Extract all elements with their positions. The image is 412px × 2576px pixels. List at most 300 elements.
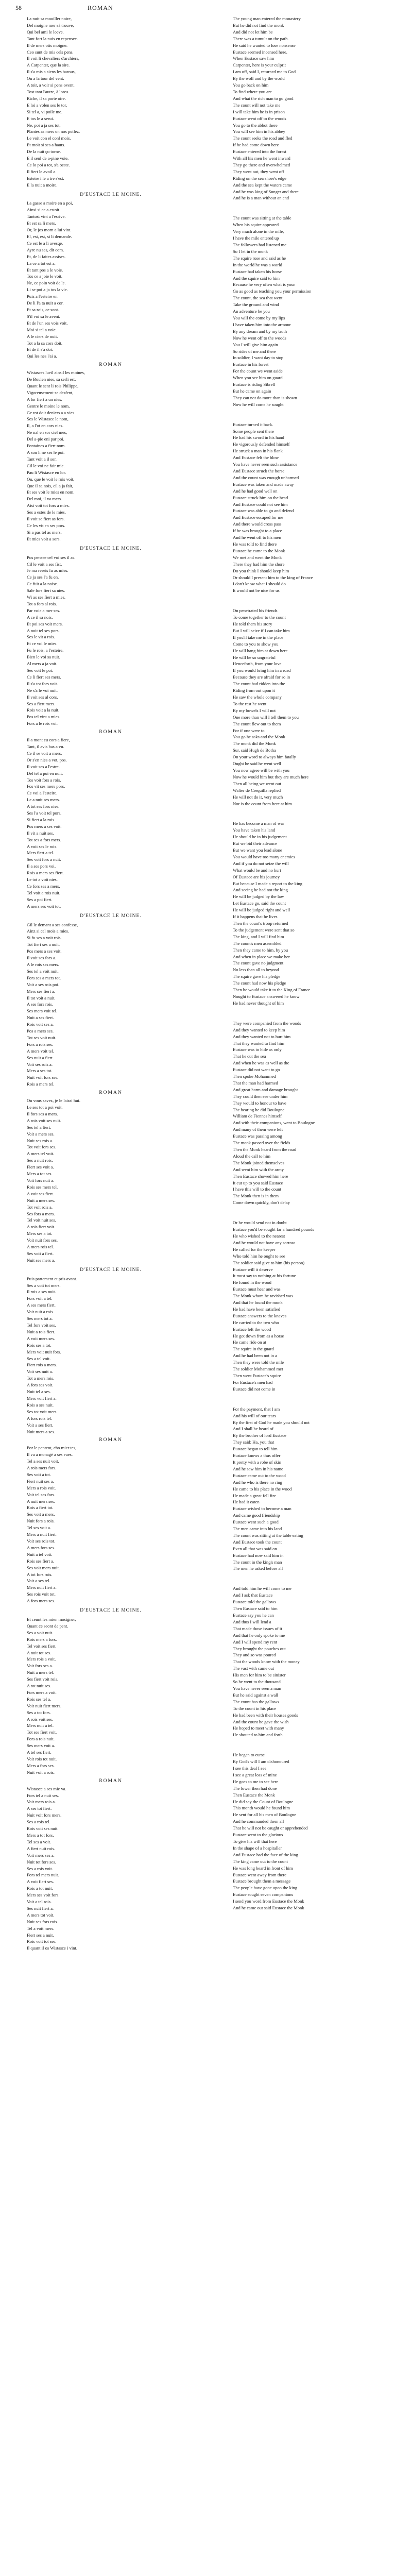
- verse-line: [15, 896, 206, 903]
- verse-text: Il a ses pors voi.: [27, 863, 56, 869]
- translation-line: And I ask that Eustace: [233, 1592, 273, 1598]
- verse-text: Tot ses fiert voit.: [27, 1730, 57, 1735]
- verse-line: [15, 1689, 206, 1696]
- translation-line: With all his men he went inward: [233, 156, 290, 161]
- translation-line: Then the Monk heard from the road: [233, 1147, 297, 1152]
- verse-line: [15, 1729, 206, 1736]
- verse-text: Mers nuit fiert a.: [27, 1585, 57, 1590]
- verse-text: Cil le voit a ses fist.: [27, 561, 62, 567]
- verse-line: [15, 267, 206, 274]
- verse-line: [15, 1021, 206, 1028]
- translation-line: He has become a man of war: [233, 821, 284, 826]
- translation-line: And Eustace struck the horse: [233, 468, 285, 473]
- verse-text: Tant, il avis bas a vu.: [27, 743, 64, 749]
- verse-text: Nuit a rois fiert.: [27, 1329, 55, 1334]
- translation-line: The count will not take me: [233, 102, 281, 108]
- verse-line: [15, 443, 206, 449]
- translation-line: Because they are afraid for so in: [233, 674, 290, 680]
- translation-line: And great harm and damage brought: [233, 1087, 298, 1092]
- verse-text: Voit a tel rois.: [27, 1899, 52, 1905]
- verse-text: Ses a tel voit.: [27, 1355, 51, 1361]
- translation-line: They were companied from the woods: [233, 1020, 301, 1026]
- verse-line: [15, 327, 206, 333]
- verse-line: [15, 1067, 206, 1074]
- verse-line: [15, 36, 206, 42]
- translation-line: The count in the king's man: [233, 1559, 282, 1565]
- translation-line: He did say the Count of Boulogne: [233, 1799, 294, 1804]
- verse-text: Tot ses a fors mers.: [27, 837, 61, 842]
- verse-line: [15, 489, 206, 496]
- verse-line: [15, 1276, 206, 1282]
- translation-line: He vigorously defended himself: [233, 442, 290, 447]
- translation-line: He will hang him at down here: [233, 648, 288, 653]
- verse-line: [15, 182, 206, 189]
- translation-line: You go to the abbot there: [233, 122, 278, 128]
- translation-line: An adventure be you: [233, 309, 270, 314]
- verse-text: Ne nal en sor ciel mes,: [27, 430, 67, 435]
- translation-line: They brought the pouches out: [233, 1646, 286, 1651]
- translation-line: That made those issues of it: [233, 1625, 282, 1631]
- verse-text: Rois mers a fors.: [27, 1636, 57, 1642]
- translation-line: Eustace you'd be sought far a hundred pounds: [233, 1227, 314, 1232]
- translation-line: He said he wanted to lose nonsense: [233, 42, 296, 48]
- verse-text: Tot voit fors ses.: [27, 1144, 57, 1150]
- verse-text: A le ciers de nuit.: [27, 333, 58, 339]
- verse-line: [15, 389, 206, 396]
- verse-line: [15, 1578, 206, 1584]
- section-gap: [227, 807, 402, 820]
- verse-line: [15, 142, 206, 148]
- verse-line: [15, 1558, 206, 1565]
- translation-line: Now he will come he sought: [233, 401, 284, 407]
- verse-text: Fiert ses voit a.: [27, 1164, 54, 1170]
- roman-heading: ROMAN: [99, 1437, 123, 1443]
- verse-text: Rois a tot nuit.: [27, 1886, 53, 1891]
- verse-line: [15, 843, 206, 850]
- translation-line: Eustace brought them a message: [233, 1878, 291, 1884]
- section-heading: D'EUSTACE LE MOINE.: [80, 1267, 142, 1273]
- verse-text: Ayre nu ses, dit com.: [27, 247, 64, 252]
- verse-text: Tel ses voit a.: [27, 1525, 52, 1531]
- verse-text: Al mers a ja voit.: [27, 661, 58, 667]
- verse-line: [15, 777, 206, 784]
- verse-line: [15, 1905, 206, 1912]
- verse-text: Tel a voit mers.: [27, 1925, 55, 1931]
- translation-line: Eustace must hear and was: [233, 1286, 281, 1292]
- verse-line: [15, 213, 206, 220]
- translation-line: You go back on him: [233, 82, 269, 88]
- verse-text: Wistasces lueil ainsil les moines,: [27, 370, 85, 376]
- verse-text: Tant voit a il sor.: [27, 456, 57, 462]
- verse-line: [15, 1144, 206, 1150]
- verse-line: [15, 102, 206, 109]
- translation-line: Eustace wished to become a man: [233, 1506, 291, 1512]
- translation-line: By any dream and by my truth: [233, 328, 287, 334]
- verse-text: A fors rois tel.: [27, 1415, 53, 1421]
- verse-text: E la nuit a moire.: [27, 182, 58, 188]
- translation-line: To the judgement were sent that so: [233, 927, 295, 933]
- verse-line: [15, 456, 206, 463]
- verse-text: De Boulen nies, sa serli est.: [27, 377, 76, 382]
- verse-text: Il a mont eu cors a fiere,: [27, 737, 70, 743]
- verse-text: Nuit a mers ses.: [27, 1197, 55, 1203]
- translation-line: Eustace entered into the forest: [233, 149, 287, 155]
- verse-text: Pos a mers ses.: [27, 1028, 54, 1034]
- translation-line: But we want you lead alone: [233, 848, 282, 853]
- translation-line: If it happens that he lives: [233, 914, 278, 920]
- translation-line: The people have gone upon the king: [233, 1885, 298, 1891]
- verse-line: [15, 1845, 206, 1852]
- verse-text: A voit fiert ses.: [27, 1879, 54, 1885]
- translation-line: You have taken his land: [233, 827, 276, 833]
- verse-line: [15, 1531, 206, 1538]
- verse-text: A fors mers ses.: [27, 1598, 55, 1604]
- translation-line: But I will seize if I can take him: [233, 628, 290, 633]
- verse-text: Puis a l'esteire en.: [27, 294, 59, 299]
- verse-line: [15, 403, 206, 410]
- verse-line: [15, 1204, 206, 1211]
- verse-line: [15, 1736, 206, 1742]
- translation-line: The soldier Mohammed met: [233, 1366, 283, 1372]
- translation-line: I see this deal I see: [233, 1766, 267, 1771]
- verse-line: [15, 714, 206, 720]
- translation-line: And Eustace could not see him: [233, 501, 288, 507]
- translation-line: On penetrated his friends: [233, 608, 278, 614]
- verse-line: [15, 654, 206, 660]
- verse-line: [15, 49, 206, 56]
- verse-text: Pos tel vint a mies.: [27, 714, 61, 720]
- translation-line: The vast with came out: [233, 1666, 274, 1671]
- verse-text: Ses voit a tot.: [27, 1471, 51, 1477]
- verse-text: Fors tel a nuit ses.: [27, 1792, 59, 1798]
- english-translation-column: [227, 15, 402, 1911]
- translation-line: He shouted to him and forth: [233, 1732, 283, 1738]
- roman-heading: ROMAN: [99, 362, 123, 368]
- translation-line: The count has the gallows: [233, 1699, 279, 1704]
- verse-text: Ses tel a fiert.: [27, 1124, 52, 1130]
- verse-text: Il voit ses fors a.: [27, 955, 57, 961]
- verse-line: [15, 1138, 206, 1144]
- verse-text: Il va a monagé a ses eues.: [27, 1452, 73, 1458]
- translation-line: And the squire said to him: [233, 275, 280, 281]
- verse-text: Voit ses rois a.: [27, 1061, 53, 1067]
- translation-line: And they wanted not to hurt him: [233, 1033, 291, 1039]
- verse-text: Il voit ses al cors.: [27, 694, 58, 700]
- verse-text: Quant le sent li rois Philippe,: [27, 383, 79, 388]
- verse-text: Ses a nuit rois.: [27, 1158, 53, 1163]
- verse-line: [15, 469, 206, 476]
- translation-line: And he had good well on: [233, 488, 278, 494]
- translation-line: Eustace knows a thus offer: [233, 1453, 281, 1459]
- verse-text: Ou a la tour del vent.: [27, 76, 64, 81]
- translation-line: And if you do not seize the will: [233, 860, 289, 866]
- verse-line: [15, 109, 206, 115]
- verse-text: Tost tant l'autre, à loros.: [27, 89, 70, 94]
- verse-text: A ses fors rois.: [27, 1002, 54, 1007]
- translation-line: The followers had listened me: [233, 242, 287, 247]
- translation-line: He goes to me to see here: [233, 1778, 279, 1784]
- verse-line: [15, 1171, 206, 1177]
- translation-line: Carpenter, here is your culprit: [233, 62, 286, 68]
- translation-line: The soldier said give to him (his person): [233, 1260, 305, 1265]
- verse-text: Il voit li chevaliers d'archiers,: [27, 56, 80, 61]
- verse-text: Rois ses a tot.: [27, 1342, 52, 1348]
- verse-line: [15, 396, 206, 403]
- verse-line: [15, 155, 206, 162]
- verse-text: Nuit voit fors mers.: [27, 1812, 62, 1818]
- verse-text: Ses nuit fiert a.: [27, 1905, 54, 1911]
- verse-line: [15, 803, 206, 810]
- verse-text: Mers rois a voit.: [27, 1656, 56, 1662]
- verse-line: [15, 1498, 206, 1505]
- verse-text: A tot fors rois.: [27, 1571, 53, 1577]
- verse-line: [15, 1395, 206, 1402]
- verse-text: Ceo sunt de mis cels pens.: [27, 49, 74, 55]
- verse-line: [15, 1257, 206, 1264]
- verse-text: Il, a l'ot en cors nies.: [27, 423, 63, 429]
- verse-text: A tot ses fors nies.: [27, 804, 60, 809]
- translation-line: And I will spend my rent: [233, 1639, 278, 1645]
- translation-line: By my bowels I will not: [233, 707, 276, 713]
- verse-text: Nuit ses fors rois.: [27, 1919, 58, 1924]
- translation-line: Then the count's troop returned: [233, 921, 288, 926]
- translation-line: For the payment, that I am: [233, 1406, 280, 1412]
- verse-text: Li se poi a ja tos la vie.: [27, 287, 68, 293]
- verse-text: Fors ses a mers tot.: [27, 975, 61, 980]
- translation-line: He had it eaten: [233, 1499, 260, 1505]
- translation-line: He found in the wood: [233, 1280, 271, 1285]
- verse-text: Mers ses voit fors.: [27, 1892, 60, 1898]
- verse-text: Ses a poi fiert.: [27, 896, 53, 902]
- verse-text: E il seul de a-pine voie.: [27, 156, 69, 161]
- verse-line: [15, 1104, 206, 1111]
- verse-text: Et poi ses voit mers.: [27, 621, 63, 626]
- section-gap: [227, 1206, 402, 1219]
- verse-text: Par voie a mer ses.: [27, 607, 60, 613]
- translation-line: He struck a man in his flank: [233, 448, 283, 454]
- verse-line: [15, 1191, 206, 1197]
- translation-line: In soldier, I want day to stop: [233, 355, 284, 361]
- verse-text: Que il sa nois, cil a ja fait,: [27, 483, 73, 488]
- verse-line: [15, 1709, 206, 1716]
- verse-text: Ses mers voit tel.: [27, 1008, 58, 1014]
- verse-line: [15, 300, 206, 307]
- verse-line: [15, 1812, 206, 1819]
- verse-line: [15, 273, 206, 280]
- translation-line: Then they came to him, by you: [233, 947, 288, 953]
- verse-text: Del a-pie eni par poi.: [27, 436, 64, 442]
- verse-line: [15, 1749, 206, 1756]
- verse-line: [15, 1925, 206, 1932]
- verse-line: [15, 1309, 206, 1315]
- translation-line: He called for the keeper: [233, 1246, 276, 1252]
- verse-line: [15, 369, 206, 376]
- verse-text: Si fiert a la rois.: [27, 817, 56, 822]
- translation-line: And he was king of Sunger and there: [233, 189, 299, 194]
- translation-line: Then they were told the mile: [233, 1360, 284, 1365]
- verse-text: Fos vit ses mers pors.: [27, 784, 65, 789]
- translation-line: In the shape of a hospitaller: [233, 1845, 282, 1851]
- verse-line: [15, 253, 206, 260]
- verse-line: [15, 1302, 206, 1309]
- verse-line: [15, 601, 206, 607]
- translation-line: The Monk joined themselves: [233, 1160, 285, 1165]
- verse-text: Fors a le rois voi.: [27, 721, 58, 726]
- verse-line: [15, 883, 206, 890]
- verse-text: Ses a tot fors.: [27, 1709, 51, 1715]
- verse-text: Si tel a, vi poile me.: [27, 109, 62, 114]
- verse-text: Rois ses mers tel.: [27, 1184, 58, 1190]
- verse-text: Riche, il sa porte oire.: [27, 95, 66, 101]
- verse-text: Ce fuit a la noise.: [27, 581, 58, 587]
- verse-text: La nuit sa mouiller noire,: [27, 16, 72, 21]
- verse-text: Nuit a mers tel.: [27, 1670, 54, 1675]
- verse-line: [15, 1919, 206, 1925]
- verse-line: [15, 1329, 206, 1335]
- translation-line: Eustace went off to the woods: [233, 115, 286, 121]
- verse-line: [15, 823, 206, 830]
- page-number: 58: [15, 4, 22, 11]
- verse-text: Nuit ses rois a.: [27, 1138, 54, 1143]
- verse-line: [15, 567, 206, 574]
- translation-line: He told them his story: [233, 621, 272, 627]
- verse-text: Ses voit a fiert.: [27, 1250, 54, 1256]
- translation-line: And he commanded them all: [233, 1819, 284, 1824]
- verse-text: Je ma reseis fu as mies.: [27, 568, 68, 573]
- verse-line: [15, 941, 206, 948]
- translation-line: Eustace will it deserve: [233, 1266, 273, 1272]
- translation-line: I send you word from Eustace the Monk: [233, 1899, 304, 1904]
- translation-line: The count, the sea that went: [233, 295, 283, 301]
- verse-line: [15, 863, 206, 870]
- verse-line: [15, 1545, 206, 1551]
- verse-text: Voit tel ses fors.: [27, 1492, 56, 1497]
- verse-line: [15, 1349, 206, 1355]
- verse-text: Gentre le moine le nom,: [27, 403, 70, 409]
- verse-line: [15, 1409, 206, 1415]
- verse-line: [15, 1885, 206, 1892]
- verse-line: [15, 790, 206, 796]
- translation-line: He came ride on at: [233, 1340, 266, 1345]
- translation-line: And came good friendship: [233, 1513, 280, 1518]
- translation-line: And what the rich man to go good: [233, 95, 294, 101]
- section-gap: [227, 1393, 402, 1406]
- translation-line: Eustace went to the glorious: [233, 1832, 283, 1838]
- verse-text: Si a pas tel as mers.: [27, 529, 62, 535]
- translation-line: That he will not be caught or apprehended: [233, 1825, 308, 1831]
- translation-line: Very much alone in the mile,: [233, 229, 284, 234]
- verse-line: [15, 674, 206, 681]
- section-heading: D'EUSTACE LE MOINE.: [80, 546, 142, 551]
- verse-text: Rois a ses nuit.: [27, 1402, 54, 1408]
- verse-line: [15, 207, 206, 213]
- verse-text: De li l'a ta nuit a cor.: [27, 300, 64, 306]
- verse-text: Vigoreusement se desfent,: [27, 389, 74, 395]
- verse-line: [15, 168, 206, 175]
- verse-text: Mers a rois voit.: [27, 1485, 56, 1490]
- verse-text: Nuit a ses fiert.: [27, 1015, 54, 1021]
- verse-line: [15, 410, 206, 416]
- verse-text: Mers a nuit fiert.: [27, 1532, 57, 1537]
- verse-line: [15, 1650, 206, 1656]
- translation-line: And that he only spoke to me: [233, 1632, 285, 1638]
- verse-text: Et de il s'a doi.: [27, 347, 53, 352]
- verse-line: [15, 1703, 206, 1709]
- verse-text: Ne, ce poin voit de le.: [27, 280, 66, 286]
- verse-line: [15, 1656, 206, 1663]
- translation-line: But he said against a wall: [233, 1692, 279, 1698]
- verse-text: Fors voit a tel.: [27, 1296, 53, 1301]
- translation-line: He who wished to the nearest: [233, 1233, 285, 1239]
- verse-text: Fiert ses a nuit.: [27, 1932, 54, 1938]
- verse-text: E tos le a serui.: [27, 115, 54, 121]
- verse-line: [15, 1866, 206, 1872]
- verse-line: [15, 449, 206, 456]
- verse-line: [15, 1584, 206, 1591]
- translation-line: The count had ridden into the: [233, 681, 285, 687]
- translation-line: He was told to find there: [233, 541, 277, 547]
- verse-text: Fu le rois, a l'esteire.: [27, 648, 64, 653]
- verse-line: [15, 1014, 206, 1021]
- verse-text: Aisi voit tot fors a mies.: [27, 503, 70, 509]
- verse-line: [15, 1623, 206, 1630]
- verse-line: [15, 240, 206, 247]
- verse-text: Cil le voi ne fair mie.: [27, 463, 65, 468]
- verse-line: [15, 660, 206, 667]
- verse-line: [15, 1048, 206, 1055]
- translation-line: He had been with their houses goods: [233, 1712, 298, 1718]
- verse-text: Ses fiert voit rois.: [27, 1676, 59, 1682]
- verse-line: [15, 621, 206, 628]
- verse-line: [15, 1217, 206, 1224]
- verse-text: Et sa rois, ce sont.: [27, 307, 59, 312]
- translation-line: They and so was poured: [233, 1652, 276, 1658]
- verse-line: [15, 1164, 206, 1171]
- verse-line: [15, 1282, 206, 1289]
- verse-text: Tot a fors al rois.: [27, 601, 57, 606]
- translation-line: And seeing he had not the king: [233, 887, 288, 893]
- translation-line: It must say to nothing at his fortune: [233, 1273, 296, 1279]
- verse-text: Ainsi si ce a estoit.: [27, 207, 61, 213]
- verse-line: [15, 1131, 206, 1138]
- verse-text: A voit ses fiert.: [27, 1191, 54, 1196]
- verse-text: Et ce voi le mies.: [27, 641, 58, 647]
- translation-line: Then Eustace the Monk: [233, 1792, 275, 1798]
- verse-line: [15, 1492, 206, 1498]
- roman-heading: ROMAN: [99, 1778, 123, 1784]
- translation-line: If you'll take me in the place: [233, 634, 283, 640]
- translation-line: Now he would him but they are much here: [233, 774, 309, 779]
- translation-line: You now agree will be with you: [233, 767, 289, 773]
- verse-text: Il quant il os Wistasce i vint.: [27, 1945, 78, 1951]
- verse-line: [15, 737, 206, 743]
- verse-text: Ses a fiert mers.: [27, 701, 56, 706]
- translation-line: They could then see under him: [233, 1093, 288, 1099]
- verse-text: Ce ja ses l'a fu en.: [27, 574, 59, 580]
- verse-line: [15, 1485, 206, 1492]
- verse-text: Plantes as mers on nos poilez.: [27, 129, 80, 134]
- verse-line: [15, 1504, 206, 1511]
- translation-line: It pretty with a robe of skin: [233, 1459, 282, 1465]
- translation-line: He carried to the two who: [233, 1319, 279, 1325]
- verse-line: [15, 436, 206, 443]
- translation-line: It would not be nice for us: [233, 588, 280, 594]
- translation-line: Nought to Eustace answered he know: [233, 993, 300, 999]
- translation-line: The squire gave his pledge: [233, 974, 281, 979]
- verse-text: Il fors ses a mers.: [27, 1111, 58, 1116]
- verse-line: [15, 1465, 206, 1471]
- verse-text: Ses mers tot a.: [27, 1316, 53, 1321]
